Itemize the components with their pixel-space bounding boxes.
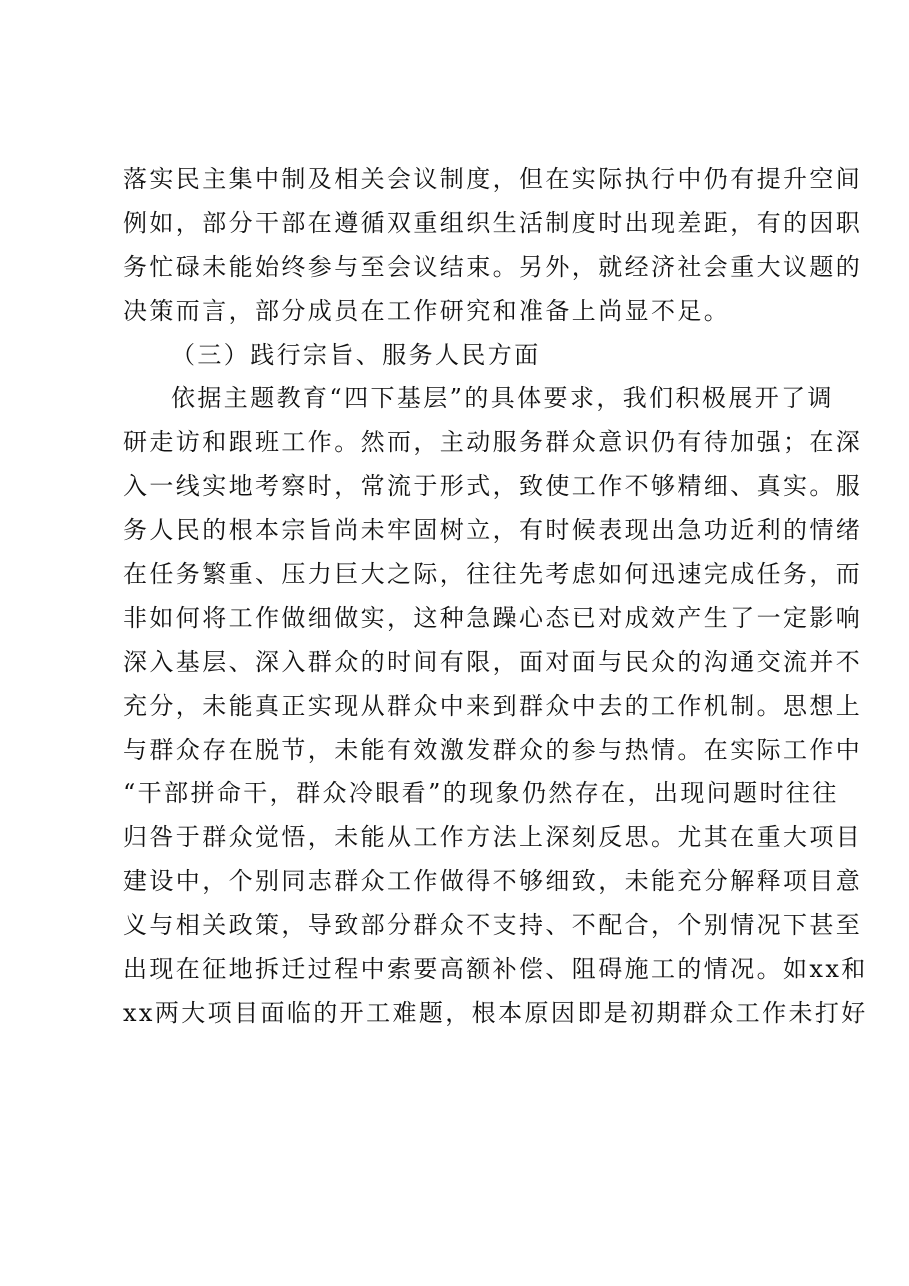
section-heading: （三）践行宗旨、服务人民方面 xyxy=(171,340,541,369)
text-line: 充分，未能真正实现从群众中来到群众中去的工作机制。思想上 xyxy=(123,691,863,720)
text-line: 在任务繁重、压力巨大之际，往往先考虑如何迅速完成任务，而 xyxy=(123,560,863,589)
text-line: 义与相关政策，导致部分群众不支持、不配合，个别情况下甚至 xyxy=(123,911,863,940)
text-line: 与群众存在脱节，未能有效激发群众的参与热情。在实际工作中 xyxy=(123,735,863,764)
text-line: 务人民的根本宗旨尚未牢固树立，有时候表现出急功近利的情绪 xyxy=(123,516,863,545)
text-line: xx两大项目面临的开工难题，根本原因即是初期群众工作未打好 xyxy=(123,998,868,1027)
document-body xyxy=(123,158,868,1036)
text-line: 落实民主集中制及相关会议制度，但在实际执行中仍有提升空间 xyxy=(123,165,863,193)
text-line: 例如，部分干部在遵循双重组织生活制度时出现差距，有的因职 xyxy=(123,208,863,237)
text-line: 归咎于群众觉悟，未能从工作方法上深刻反思。尤其在重大项目 xyxy=(123,823,863,852)
text-line: 依据主题教育“四下基层”的具体要求，我们积极展开了调 xyxy=(171,384,834,413)
text-line: “干部拼命干，群众冷眼看”的现象仍然存在，出现问题时往往 xyxy=(123,779,839,808)
text-line: 深入基层、深入群众的时间有限，面对面与民众的沟通交流并不 xyxy=(123,647,863,676)
text-line: 非如何将工作做细做实，这种急躁心态已对成效产生了一定影响 xyxy=(123,603,863,632)
text-line: 务忙碌未能始终参与至会议结束。另外，就经济社会重大议题的 xyxy=(123,252,863,281)
text-line: 出现在征地拆迁过程中索要高额补偿、阻碍施工的情况。如xx和 xyxy=(123,955,868,984)
text-line: 决策而言，部分成员在工作研究和准备上尚显不足。 xyxy=(123,296,731,325)
text-line: 研走访和跟班工作。然而，主动服务群众意识仍有待加强；在深 xyxy=(123,428,863,457)
text-line: 建设中，个别同志群众工作做得不够细致，未能充分解释项目意 xyxy=(123,867,863,896)
text-line: 入一线实地考察时，常流于形式，致使工作不够精细、真实。服 xyxy=(123,472,863,501)
